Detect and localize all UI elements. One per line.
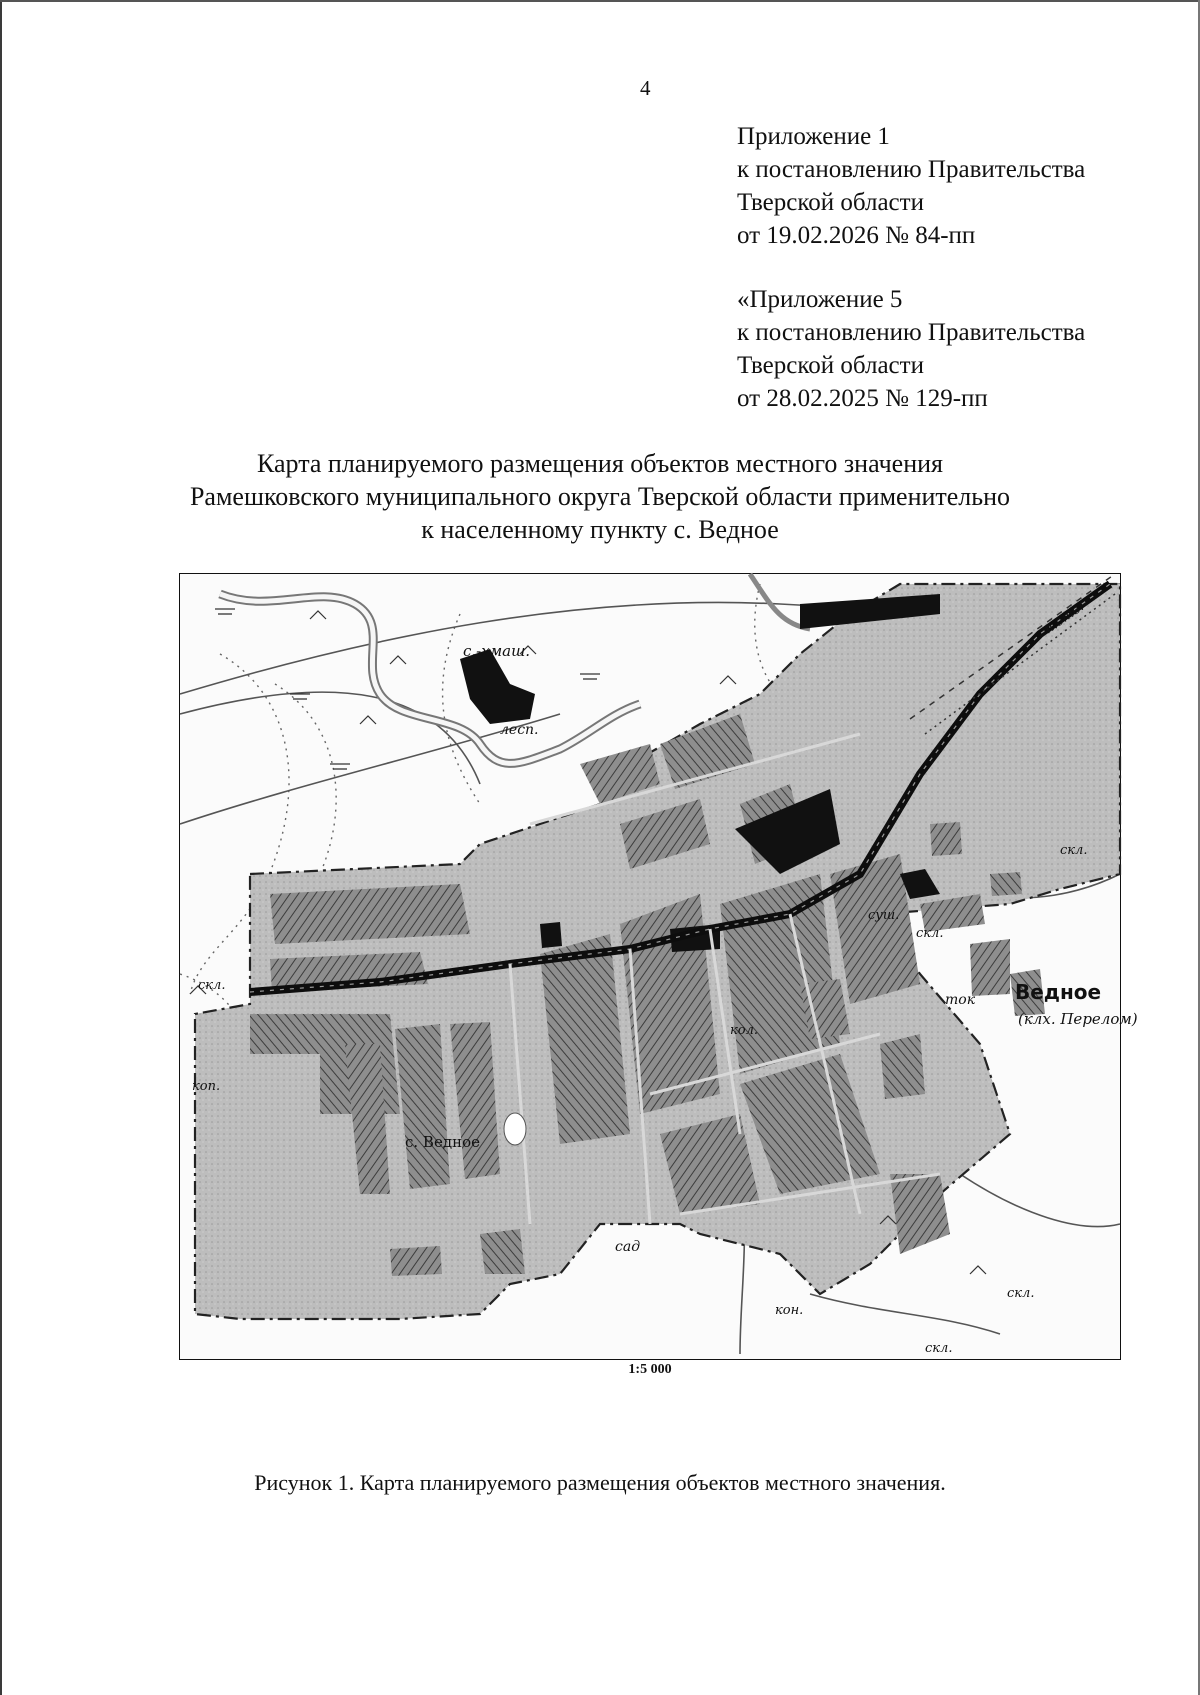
page-number: 4 [640,76,651,100]
map-title-line-2: Рамешковского муниципального округа Тверской области применительно [189,482,1011,511]
label-village: Ведное [1015,980,1102,1004]
annex-5-line-3: Тверской области [737,352,924,379]
pond [504,1113,526,1145]
map-title-line-1: Карта планируемого размещения объектов местного значения [257,449,943,478]
map-title [100,447,1100,546]
label-kolkhoz: (клх. Перелом) [1018,1010,1138,1028]
annex-1-line-2: к постановлению Правительства [737,156,1086,183]
label-tok: ток [945,992,976,1008]
annex-1-line-4: от 19.02.2026 № 84-пп [737,222,976,249]
label-kon: кон. [775,1303,804,1318]
label-sush: суш. [868,908,900,923]
label-skl-5: скл. [925,1341,953,1356]
annex-5-line-4: от 28.02.2025 № 129-пп [737,385,988,412]
label-lesp: лесп. [500,722,539,738]
map-title-line-3: к населенному пункту с. Ведное [421,515,779,544]
label-mash: с.-хмаш. [463,642,531,660]
figure-caption: Рисунок 1. Карта планируемого размещения объектов местного значения. [254,1470,946,1495]
label-skl-3: скл. [1060,843,1088,858]
scan-edge-top [0,0,1200,2]
annex-1-line-1: Приложение 1 [737,123,890,150]
settlement-map [179,573,1138,1360]
label-settlement: с. Ведное [405,1133,480,1151]
label-skl-1: скл. [198,978,226,993]
annex-1-header [737,120,1085,252]
annex-5-line-2: к постановлению Правительства [737,319,1086,346]
map-drawing [180,574,1138,1359]
scan-edge-left [0,0,2,1695]
label-kol: кол. [730,1023,758,1038]
label-sad: сад [615,1239,641,1255]
map-scale: 1:5 000 [628,1362,672,1377]
label-pot: п.отв. [1041,599,1087,638]
label-skl-4: скл. [1007,1286,1035,1301]
label-kop: коп. [192,1079,221,1094]
annex-5-header [737,283,1085,415]
label-skl-2: скл. [916,926,944,941]
annex-5-line-1: «Приложение 5 [737,286,903,313]
annex-1-line-3: Тверской области [737,189,924,216]
marsh-symbols [215,609,600,769]
